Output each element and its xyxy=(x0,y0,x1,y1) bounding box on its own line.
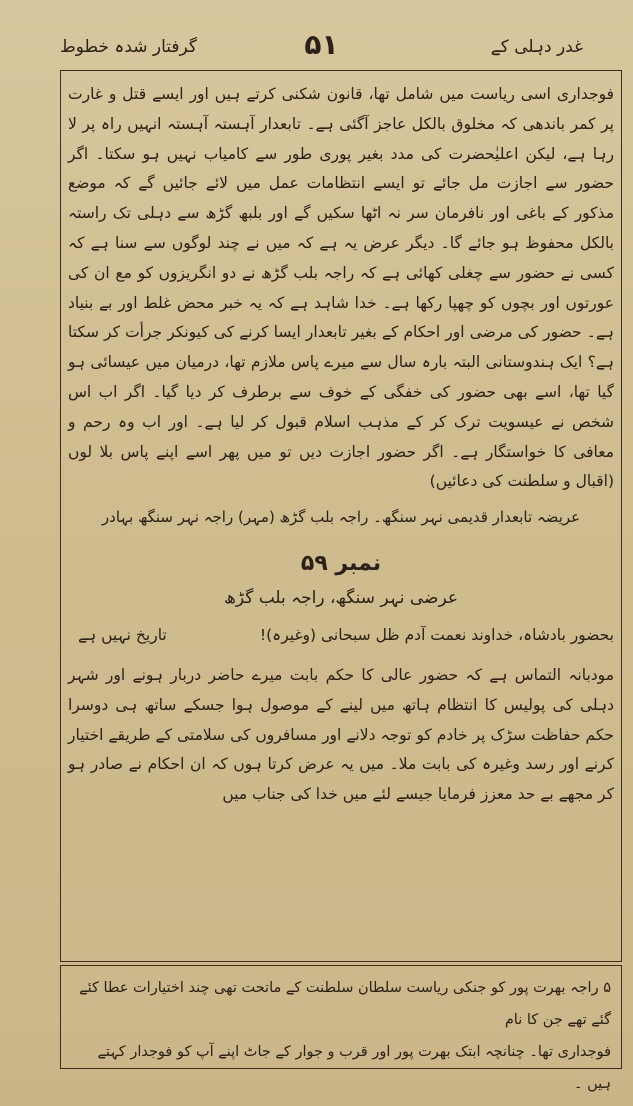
footnote-line: ۵ راجہ بھرت پور کو جنکی ریاست سلطان سلطنت کے ماتحت تھی چند اختیارات عطا کئے گئے تھے جن کا نام xyxy=(79,980,611,1028)
body-text xyxy=(68,80,614,810)
letter-address: بحضور بادشاہ، خداوند نعمت آدم ظل سبحانی (وغیرہ)! xyxy=(259,625,614,644)
footnote-line: فوجداری تھا۔ چنانچہ ابتک بھرت پور اور قرب و جوار کے جاٹ اپنے آپ کو فوجدار کہتے ہیں ۔ xyxy=(97,1044,611,1092)
running-head-book-title: غدر دہلی کے xyxy=(490,37,583,57)
letter-signature: عریضہ تابعدار قدیمی نہر سنگھ۔ راجہ بلب گڑھ (مہر) راجہ نہر سنگھ بہادر xyxy=(101,508,581,527)
letter-paragraph: فوجداری اسی ریاست میں شامل تھا، قانون شکنی کرتے ہیں اور ایسے قتل و غارت پر کمر باندھی کہ مخلوق بالکل عاجز آگئی ہے۔ تابعدار آہستہ آہستہ انہیں راہ پر لا رہا ہے، لیکن اعلیٰحضرت کی مدد بغیر پوری طور سے کامیاب نہیں ہو سکتا۔ اگر حضور سے اجازت مل جائے تو ایسے انتظامات عمل میں لائے جائیں گے کہ موضع مذکور کے باغی اور نافرمان سر نہ اٹھا سکیں گے اور بلبھ گڑھ سے دہلی تک راستہ بالکل محفوظ ہو جائے گا۔ دیگر عرض یہ ہے کہ میں نے چند لوگوں سے سنا ہے کہ کسی نے حضور سے چغلی کھائی ہے کہ راجہ بلب گڑھ نے دو انگریزوں کو مع ان کی عورتوں اور بچوں کو چھپا رکھا ہے۔ خدا شاہد ہے کہ یہ خبر محض غلط اور بے بنیاد ہے۔ حضور کی مرضی اور احکام کے بغیر تابعدار ایسا کرنے کی کیونکر جرأت کر سکتا ہے؟ ایک ہندوستانی البتہ بارہ سال سے میرے پاس ملازم تھا، درمیان میں عیسائی ہو گیا تھا، اسے بھی حضور کی خفگی کے خوف سے برطرف کر دیا گیا۔ اگر اب اس شخص نے عیسویت ترک کر کے مذہب اسلام قبول کر لیا ہے۔ اور اب وہ رحم و معافی کا خواستگار ہے۔ اگر حضور اجازت دیں تو میں پھر اسے اپنے پاس بلا لوں (اقبال و سلطنت کی دعائیں) xyxy=(68,85,614,491)
letter-paragraph-2: مودبانہ التماس ہے کہ حضور عالی کا حکم بابت میرے حاضر دربار ہونے اور شہر دہلی کی پولیس کا انتظام ہاتھ میں لینے کے موصول ہوا جسکے ساتھ ہی دوسرا حکم حفاظت سڑک پر خادم کو توجہ دلانے اور مسافروں کی سلامتی کے طریقے اختیار کرنے اور رسد وغیرہ کی بابت ملا۔ میں یہ عرض کرتا ہوں کہ ان احکام نے صادر ہو کر مجھے بے حد معزز فرمایا جیسے لئے میں خدا کی جناب میں xyxy=(68,665,614,804)
date-note: تاریخ نہیں ہے xyxy=(78,625,167,644)
footnote-box xyxy=(60,965,622,1092)
document-number: نمبر ۵۹ xyxy=(300,550,382,576)
page-number: ۵۱ xyxy=(304,28,339,61)
running-head-section-title: گرفتار شدہ خطوط xyxy=(60,37,198,57)
document-heading: عرضی نہر سنگھ، راجہ بلب گڑھ xyxy=(223,587,458,608)
address-row xyxy=(68,621,614,659)
running-head xyxy=(60,28,583,68)
